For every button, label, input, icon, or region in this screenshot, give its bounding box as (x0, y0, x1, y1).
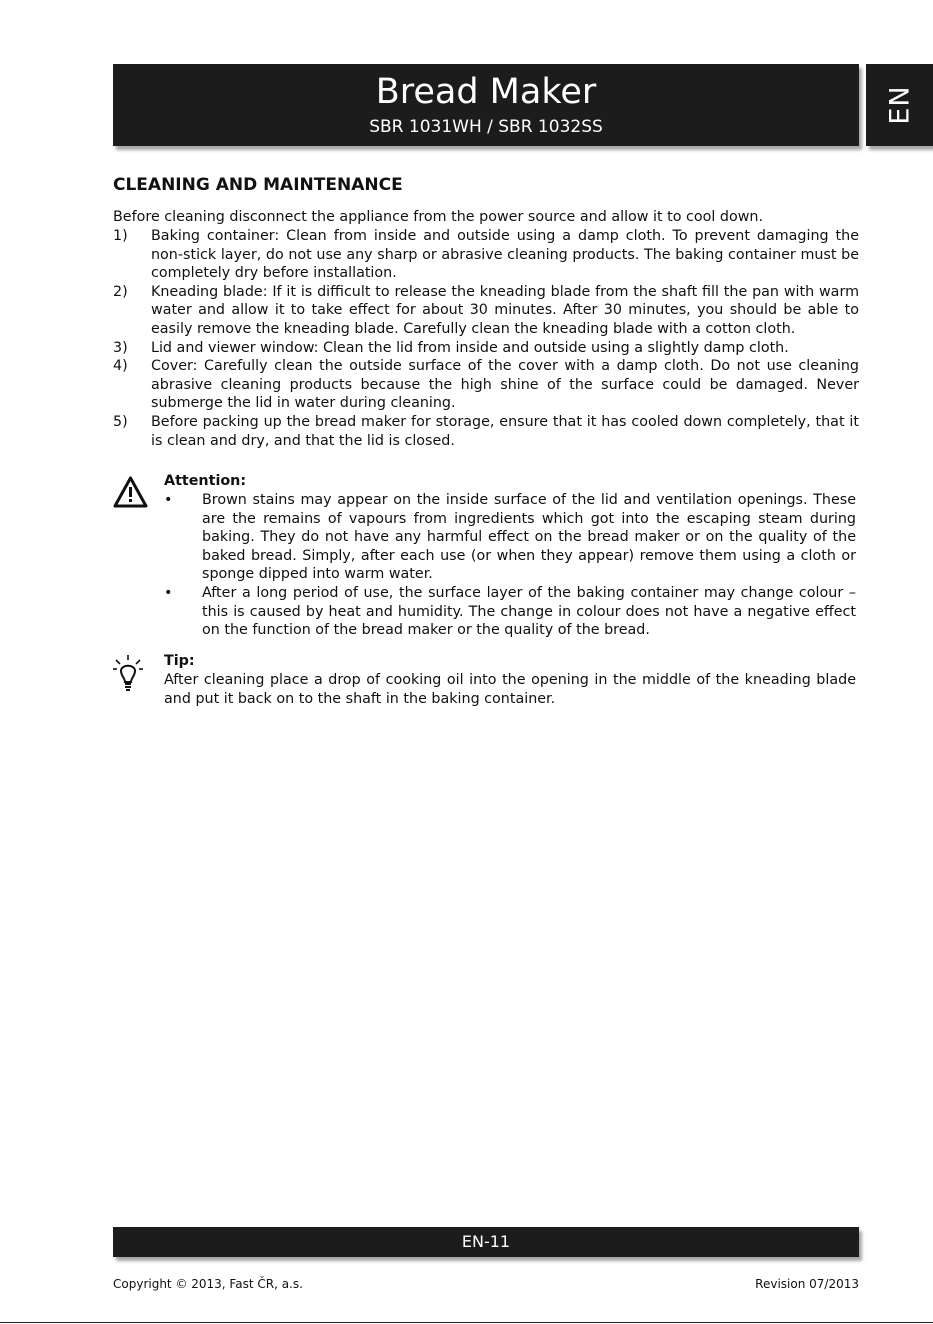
bullet-symbol: • (164, 584, 173, 601)
attention-text: Brown stains may appear on the inside surface of the lid and ventilation openings. These are the remains of vapours from ingredients which got into the escaping steam during baking. They do not have any harmful effect on the bread maker or on the quality of the baked bread. Simply, after each use (or when they appear) remove them using a cloth or sponge dipped into warm water. (202, 492, 856, 583)
step-number: 1) (113, 228, 128, 244)
tip-text: After cleaning place a drop of cooking oil into the opening in the middle of the kneading blade and put it back on to the shaft in the baking container. (164, 672, 856, 707)
page-number: EN-11 (461, 1232, 511, 1251)
section-heading: CLEANING AND MAINTENANCE (113, 175, 403, 195)
attention-list (164, 491, 856, 640)
step-number: 2) (113, 283, 128, 300)
step-number: 5) (113, 413, 128, 430)
step-text: Baking container: Clean from inside and outside using a damp cloth. To prevent damaging the non-stick layer, do not use any sharp or abrasive cleaning products. The baking container must be completely dry before installation. (151, 228, 859, 282)
header-bar (113, 64, 859, 146)
page-number-bar (113, 1227, 859, 1257)
attention-title: Attention: (164, 473, 247, 489)
revision-text: Revision 07/2013 (755, 1277, 859, 1291)
language-tab (866, 64, 933, 146)
intro-text: Before cleaning disconnect the appliance from the power source and allow it to cool down. (113, 209, 764, 225)
step-text: Cover: Carefully clean the outside surface of the cover with a damp cloth. Do not use cleaning abrasive cleaning products because the high shine of the surface could be damaged. Never submerge the lid in water during cleaning. (151, 358, 859, 412)
list-item (113, 339, 859, 358)
list-item (113, 357, 859, 413)
steps-list (113, 227, 859, 450)
lightbulb-icon (113, 654, 143, 694)
step-text: Lid and viewer window: Clean the lid from inside and outside using a slightly damp cloth. (151, 339, 789, 356)
tip-title: Tip: (164, 653, 195, 669)
list-item (113, 283, 859, 339)
step-text: Before packing up the bread maker for storage, ensure that it has cooled down completely, that it is clean and dry, and that the lid is closed. (151, 413, 859, 449)
step-number: 3) (113, 339, 128, 356)
attention-text: After a long period of use, the surface layer of the baking container may change colour – this is caused by heat and humidity. The change in colour does not have a negative effect on the function of the bread maker or the quality of the bread. (202, 584, 856, 639)
step-text: Kneading blade: If it is difficult to release the kneading blade from the shaft fill the pan with warm water and allow it to take effect for about 30 minutes. After 30 minutes, you should be able to easily remove the kneading blade. Carefully clean the kneading blade with a cotton cloth. (151, 283, 859, 337)
step-number: 4) (113, 358, 128, 375)
language-label: EN (884, 85, 915, 125)
warning-triangle-icon (113, 476, 148, 508)
list-item (164, 491, 856, 584)
bottom-divider (0, 1322, 933, 1323)
bullet-symbol: • (164, 492, 173, 508)
page-title: Bread Maker (375, 72, 597, 112)
copyright-text: Copyright © 2013, Fast ČR, a.s. (113, 1277, 303, 1291)
list-item (113, 227, 859, 283)
model-subtitle: SBR 1031WH / SBR 1032SS (369, 117, 603, 137)
list-item (164, 584, 856, 640)
list-item (113, 413, 859, 450)
